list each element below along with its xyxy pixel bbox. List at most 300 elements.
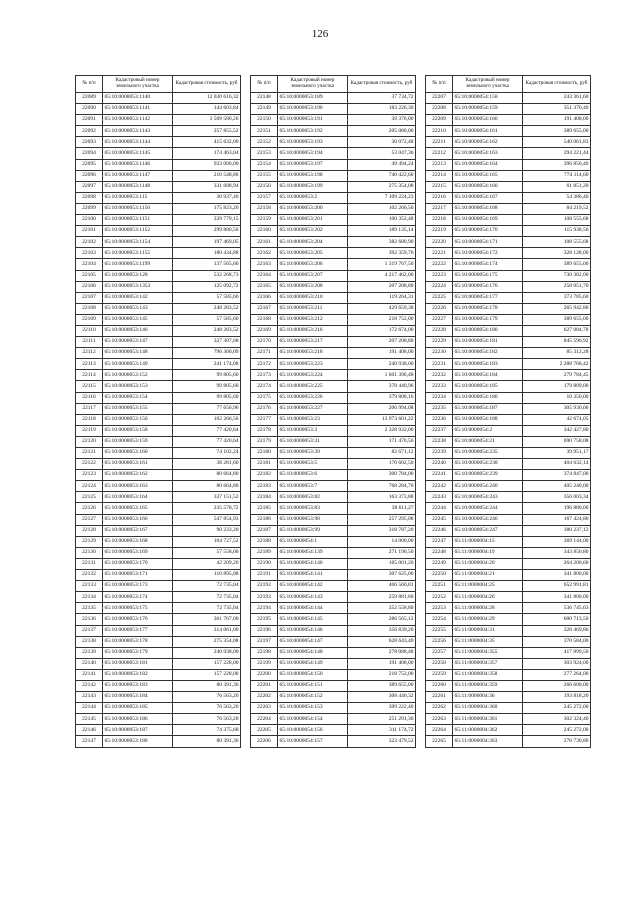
- cadastral-number: 65:10:0000054:21: [453, 436, 523, 447]
- cadastral-number: 65:10:0000053:1147: [103, 170, 173, 181]
- cadastral-number: 65:10:0000053:182: [103, 669, 173, 680]
- cadastral-number: 65:10:0000053:153: [103, 381, 173, 392]
- cadastral-number: 65:10:0000053:177: [103, 625, 173, 636]
- row-number: 22139: [76, 647, 103, 658]
- table-row: [76, 514, 241, 525]
- cadastral-number: 65:11:0000004:26: [453, 592, 523, 603]
- cadastral-number: 65:10:0000053:158: [103, 425, 173, 436]
- cadastral-value: 276 730,80: [523, 736, 591, 747]
- cadastral-value: 76 563,20: [173, 703, 241, 714]
- cadastral-value: 933 000,00: [173, 159, 241, 170]
- row-number: 22200: [251, 669, 278, 680]
- table-row: [426, 425, 591, 436]
- row-number: 22097: [76, 181, 103, 192]
- cadastral-value: 768 284,70: [348, 481, 416, 492]
- cadastral-number: 65:10:0000054:168: [453, 203, 523, 214]
- table-row: [76, 270, 241, 281]
- row-number: 22156: [251, 181, 278, 192]
- row-number: 22243: [426, 492, 453, 503]
- cadastral-number: 65:10:0000053:1152: [103, 226, 173, 237]
- cadastral-value: 102 266,56: [173, 414, 241, 425]
- row-number: 22216: [426, 192, 453, 203]
- cadastral-number: 65:10:0000053:99: [278, 525, 348, 536]
- cadastral-number: 65:10:0000054:161: [453, 126, 523, 137]
- table-row: [251, 592, 416, 603]
- cadastral-number: 65:11:0000004:358: [453, 669, 523, 680]
- table-row: [76, 725, 241, 736]
- table-row: [76, 93, 241, 104]
- table-row: [426, 359, 591, 370]
- cadastral-value: 343 850,80: [523, 547, 591, 558]
- table-row: [251, 93, 416, 104]
- table-row: [251, 470, 416, 481]
- cadastral-number: 65:11:0000004:19: [453, 547, 523, 558]
- cadastral-value: 337 151,52: [173, 492, 241, 503]
- table-row: [251, 459, 416, 470]
- cadastral-value: 690 758,08: [523, 436, 591, 447]
- cadastral-value: 248 283,52: [173, 303, 241, 314]
- cadastral-value: 42 209,20: [173, 558, 241, 569]
- cadastral-value: 406 560,81: [348, 581, 416, 592]
- table-row: [426, 403, 591, 414]
- row-number: 22162: [251, 248, 278, 259]
- table-row: [251, 436, 416, 447]
- cadastral-number: 65:10:0000053:227: [278, 403, 348, 414]
- cadastral-number: 65:10:0000053:2: [278, 192, 348, 203]
- cadastral-number: 65:10:0000053:212: [278, 314, 348, 325]
- cadastral-value: 258 051,70: [523, 281, 591, 292]
- cadastral-number: 65:10:0000054:239: [453, 470, 523, 481]
- cadastral-value: 39 376,00: [348, 115, 416, 126]
- cadastral-number: 65:10:0000053:199: [278, 181, 348, 192]
- cadastral-value: 248 283,52: [173, 325, 241, 336]
- cadastral-value: 532 268,73: [173, 270, 241, 281]
- table-row: [251, 115, 416, 126]
- cadastral-number: 65:10:0000053:142: [103, 292, 173, 303]
- table-row: [251, 359, 416, 370]
- table-row: [76, 603, 241, 614]
- row-number: 22257: [426, 647, 453, 658]
- cadastral-value: 100 352,48: [348, 215, 416, 226]
- cadastral-value: 429 659,38: [348, 303, 416, 314]
- cadastral-number: 65:10:0000053:166: [103, 514, 173, 525]
- cadastral-value: 108 555,68: [523, 237, 591, 248]
- row-number: 22166: [251, 292, 278, 303]
- cadastral-value: 207 208,80: [348, 337, 416, 348]
- row-number: 22093: [76, 137, 103, 148]
- cadastral-number: 65:11:0000004:31: [453, 625, 523, 636]
- row-number: 22193: [251, 592, 278, 603]
- row-number: 22170: [251, 337, 278, 348]
- row-number: 22249: [426, 558, 453, 569]
- table-row: [251, 703, 416, 714]
- table-row: [76, 714, 241, 725]
- cadastral-number: 65:10:0000053:187: [103, 725, 173, 736]
- cadastral-number: 65:10:0000054:183: [453, 359, 523, 370]
- table-row: [251, 203, 416, 214]
- table-row: [251, 381, 416, 392]
- cadastral-value: 119 264,31: [348, 292, 416, 303]
- cadastral-value: 80 391,36: [173, 680, 241, 691]
- cadastral-value: 396 850,40: [523, 159, 591, 170]
- row-number: 22152: [251, 137, 278, 148]
- row-number: 22191: [251, 570, 278, 581]
- row-number: 22229: [426, 337, 453, 348]
- table-row: [426, 436, 591, 447]
- table-row: [426, 736, 591, 747]
- cadastral-value: 265 942,88: [523, 303, 591, 314]
- cadastral-value: 339 779,15: [173, 215, 241, 226]
- row-number: 22215: [426, 181, 453, 192]
- row-number: 22102: [76, 237, 103, 248]
- row-number: 22124: [76, 481, 103, 492]
- cadastral-value: 170 602,50: [348, 459, 416, 470]
- table-row: [426, 525, 591, 536]
- row-number: 22187: [251, 525, 278, 536]
- table-row: [426, 237, 591, 248]
- cadastral-value: 370 584,00: [523, 636, 591, 647]
- cadastral-value: 30 937,40: [173, 192, 241, 203]
- cadastral-number: 65:10:0000053:193: [278, 137, 348, 148]
- cadastral-number: 65:10:0000053:5: [278, 459, 348, 470]
- cadastral-number: 65:10:0000053:1146: [103, 159, 173, 170]
- row-number: 22146: [76, 725, 103, 736]
- cadastral-number: 65:10:0000053:184: [103, 692, 173, 703]
- row-number: 22262: [426, 703, 453, 714]
- cadastral-value: 243 361,60: [523, 93, 591, 104]
- cadastral-value: 361 767,00: [173, 614, 241, 625]
- table-row: [426, 104, 591, 115]
- table-header-row: [76, 76, 241, 93]
- cadastral-number: 65:10:0000053:152: [103, 370, 173, 381]
- cadastral-number: 65:10:0000053:174: [103, 592, 173, 603]
- row-number: 22142: [76, 680, 103, 691]
- row-number: 22090: [76, 104, 103, 115]
- table-row: [76, 348, 241, 359]
- row-number: 22211: [426, 137, 453, 148]
- row-number: 22240: [426, 459, 453, 470]
- row-number: 22094: [76, 148, 103, 159]
- cadastral-number: 65:10:0000054:143: [278, 592, 348, 603]
- table-row: [251, 503, 416, 514]
- row-number: 22123: [76, 470, 103, 481]
- header-cadastral-number: Кадастровый номер земельного участка: [453, 76, 523, 93]
- row-number: 22120: [76, 436, 103, 447]
- table-row: [426, 492, 591, 503]
- table-row: [251, 104, 416, 115]
- cadastral-value: 2 328 932,00: [348, 425, 416, 436]
- cadastral-number: 65:10:0000053:165: [103, 503, 173, 514]
- row-number: 22157: [251, 192, 278, 203]
- row-number: 22149: [251, 104, 278, 115]
- cadastral-value: 191 408,00: [348, 658, 416, 669]
- row-number: 22172: [251, 359, 278, 370]
- cadastral-number: 65:10:0000053:185: [103, 703, 173, 714]
- cadastral-value: 172 674,00: [348, 325, 416, 336]
- table-row: [426, 181, 591, 192]
- row-number: 22179: [251, 436, 278, 447]
- table-row: [426, 148, 591, 159]
- cadastral-number: 65:10:0000053:198: [278, 170, 348, 181]
- table-header-row: [426, 76, 591, 93]
- cadastral-value: 12 030 616,32: [173, 93, 241, 104]
- table-row: [251, 392, 416, 403]
- table-row: [251, 425, 416, 436]
- cadastral-value: 74 102,24: [173, 448, 241, 459]
- row-number: 22098: [76, 192, 103, 203]
- cadastral-number: 65:10:0000053:175: [103, 603, 173, 614]
- table-row: [251, 348, 416, 359]
- table-row: [76, 525, 241, 536]
- cadastral-number: 65:10:0000053:192: [278, 126, 348, 137]
- table-row: [251, 303, 416, 314]
- cadastral-number: 65:10:0000053:189: [278, 93, 348, 104]
- cadastral-value: 328 128,00: [523, 248, 591, 259]
- row-number: 22195: [251, 614, 278, 625]
- header-cadastral-value: Кадастровая стоимость, руб: [173, 76, 241, 93]
- table-row: [76, 736, 241, 747]
- cadastral-number: 65:10:0000054:172: [453, 248, 523, 259]
- table-row: [251, 614, 416, 625]
- cadastral-number: 65:10:0000053:186: [103, 714, 173, 725]
- row-number: 22103: [76, 248, 103, 259]
- table-row: [426, 647, 591, 658]
- cadastral-value: 193 818,20: [523, 692, 591, 703]
- cadastral-number: 65:10:0000053:145: [103, 314, 173, 325]
- cadastral-number: 65:10:0000053:1142: [103, 115, 173, 126]
- row-number: 22251: [426, 581, 453, 592]
- table-row: [426, 203, 591, 214]
- table-row: [76, 148, 241, 159]
- row-number: 22230: [426, 348, 453, 359]
- cadastral-value: 42 674,05: [523, 414, 591, 425]
- cadastral-value: 382 680,90: [348, 237, 416, 248]
- table-row: [426, 714, 591, 725]
- cadastral-number: 65:10:0000054:188: [453, 414, 523, 425]
- row-number: 22247: [426, 536, 453, 547]
- cadastral-number: 65:11:0000004:359: [453, 680, 523, 691]
- cadastral-value: 38 281,60: [173, 459, 241, 470]
- cadastral-value: 10 350,00: [523, 392, 591, 403]
- table-row: [76, 237, 241, 248]
- cadastral-value: 294 221,44: [523, 148, 591, 159]
- row-number: 22155: [251, 170, 278, 181]
- row-number: 22150: [251, 115, 278, 126]
- cadastral-number: 65:10:0000054:163: [453, 148, 523, 159]
- cadastral-value: 245 272,00: [523, 725, 591, 736]
- cadastral-value: 259 881,60: [348, 592, 416, 603]
- cadastral-number: 65:10:0000053:173: [103, 581, 173, 592]
- cadastral-number: 65:10:0000053:178: [103, 636, 173, 647]
- cadastral-value: 627 084,78: [523, 325, 591, 336]
- cadastral-number: 65:10:0000054:171: [453, 237, 523, 248]
- cadastral-number: 65:10:0000053:154: [103, 392, 173, 403]
- cadastral-value: 76 563,20: [173, 692, 241, 703]
- cadastral-value: 197 469,05: [173, 237, 241, 248]
- table-row: [426, 669, 591, 680]
- cadastral-value: 341 800,00: [523, 570, 591, 581]
- row-number: 22110: [76, 325, 103, 336]
- cadastral-value: 300 784,00: [348, 470, 416, 481]
- cadastral-number: 65:10:0000054:243: [453, 492, 523, 503]
- row-number: 22205: [251, 725, 278, 736]
- row-number: 22198: [251, 647, 278, 658]
- row-number: 22201: [251, 680, 278, 691]
- cadastral-number: 65:10:0000053:82: [278, 492, 348, 503]
- row-number: 22128: [76, 525, 103, 536]
- cadastral-number: 65:10:0000053:206: [278, 259, 348, 270]
- cadastral-number: 65:10:0000053:176: [103, 614, 173, 625]
- row-number: 22265: [426, 736, 453, 747]
- cadastral-number: 65:10:0000053:1143: [103, 126, 173, 137]
- cadastral-value: 74 375,68: [173, 725, 241, 736]
- cadastral-value: 257 855,52: [173, 126, 241, 137]
- cadastral-value: 3 509 580,26: [173, 115, 241, 126]
- row-number: 22202: [251, 692, 278, 703]
- cadastral-number: 65:10:0000053:31: [278, 436, 348, 447]
- row-number: 22108: [76, 303, 103, 314]
- row-number: 22182: [251, 470, 278, 481]
- row-number: 22235: [426, 403, 453, 414]
- cadastral-value: 311 174,72: [348, 725, 416, 736]
- row-number: 22159: [251, 215, 278, 226]
- row-number: 22168: [251, 314, 278, 325]
- row-number: 22181: [251, 459, 278, 470]
- cadastral-value: 174 463,04: [173, 148, 241, 159]
- cadastral-value: 191 408,00: [348, 348, 416, 359]
- row-number: 22092: [76, 126, 103, 137]
- cadastral-number: 65:10:0000054:185: [453, 381, 523, 392]
- header-number: № п/п: [426, 76, 453, 93]
- row-number: 22226: [426, 303, 453, 314]
- table-row: [251, 647, 416, 658]
- cadastral-value: 257 295,08: [348, 514, 416, 525]
- cadastral-number: 65:10:0000054:166: [453, 181, 523, 192]
- cadastral-value: 99 805,60: [173, 370, 241, 381]
- cadastral-number: 65:10:0000054:1: [278, 536, 348, 547]
- cadastral-number: 65:10:0000053:200: [278, 203, 348, 214]
- cadastral-number: 65:10:0000053:39: [278, 448, 348, 459]
- table-row: [426, 703, 591, 714]
- table-row: [426, 603, 591, 614]
- cadastral-value: 352 558,80: [348, 603, 416, 614]
- table-row: [251, 126, 416, 137]
- cadastral-value: 399 222,40: [348, 703, 416, 714]
- row-number: 22264: [426, 725, 453, 736]
- cadastral-value: 165 001,20: [348, 558, 416, 569]
- cadastral-value: 80 664,80: [173, 470, 241, 481]
- cadastral-number: 65:10:0000053:1154: [103, 237, 173, 248]
- cadastral-value: 205 080,00: [348, 126, 416, 137]
- cadastral-value: 299 880,56: [173, 226, 241, 237]
- table-row: [251, 192, 416, 203]
- row-number: 22186: [251, 514, 278, 525]
- table-row: [76, 203, 241, 214]
- cadastral-value: 57 585,60: [173, 314, 241, 325]
- cadastral-value: 241 174,08: [173, 359, 241, 370]
- row-number: 22184: [251, 492, 278, 503]
- table-row: [426, 625, 591, 636]
- cadastral-value: 373 785,60: [523, 292, 591, 303]
- cadastral-value: 278 088,48: [348, 647, 416, 658]
- cadastral-value: 102 266,56: [348, 203, 416, 214]
- row-number: 22203: [251, 703, 278, 714]
- cadastral-number: 65:11:0000004:15: [453, 536, 523, 547]
- cadastral-value: 137 565,60: [173, 259, 241, 270]
- table-row: [426, 93, 591, 104]
- cadastral-number: 65:10:0000053:149: [103, 359, 173, 370]
- cadastral-value: 277 264,00: [523, 669, 591, 680]
- table-row: [251, 148, 416, 159]
- table-row: [76, 459, 241, 470]
- row-number: 22161: [251, 237, 278, 248]
- cadastral-number: 65:11:0000004:29: [453, 614, 523, 625]
- cadastral-number: 65:10:0000054:170: [453, 226, 523, 237]
- table-row: [76, 492, 241, 503]
- table-row: [426, 614, 591, 625]
- table-row: [426, 592, 591, 603]
- cadastral-number: 65:10:0000053:1148: [103, 181, 173, 192]
- cadastral-value: 171 470,56: [348, 436, 416, 447]
- table-row: [426, 337, 591, 348]
- cadastral-number: 65:10:0000053:210: [278, 292, 348, 303]
- row-number: 22144: [76, 703, 103, 714]
- cadastral-number: 65:10:0000053:1140: [103, 93, 173, 104]
- cadastral-value: 218 752,00: [348, 314, 416, 325]
- table-row: [76, 159, 241, 170]
- cadastral-value: 99 805,60: [173, 392, 241, 403]
- row-number: 22171: [251, 348, 278, 359]
- cadastral-number: 65:10:0000053:167: [103, 525, 173, 536]
- cadastral-number: 65:11:0000004:360: [453, 703, 523, 714]
- row-number: 22113: [76, 359, 103, 370]
- row-number: 22196: [251, 625, 278, 636]
- table-row: [251, 292, 416, 303]
- cadastral-number: 65:10:0000053:1353: [103, 281, 173, 292]
- cadastral-number: 65:10:0000054:162: [453, 137, 523, 148]
- cadastral-value: 740 422,60: [348, 170, 416, 181]
- row-number: 22220: [426, 237, 453, 248]
- cadastral-value: 77 420,64: [173, 425, 241, 436]
- cadastral-number: 65:10:0000053:98: [278, 514, 348, 525]
- cadastral-number: 65:10:0000054:149: [278, 658, 348, 669]
- table-row: [426, 192, 591, 203]
- row-number: 22115: [76, 381, 103, 392]
- row-number: 22192: [251, 581, 278, 592]
- cadastral-value: 115 938,56: [523, 226, 591, 237]
- cadastral-value: 286 565,12: [348, 614, 416, 625]
- table-row: [76, 558, 241, 569]
- cadastral-value: 536 745,63: [523, 603, 591, 614]
- row-number: 22224: [426, 281, 453, 292]
- table-row: [251, 281, 416, 292]
- row-number: 22135: [76, 603, 103, 614]
- table-row: [426, 115, 591, 126]
- row-number: 22188: [251, 536, 278, 547]
- row-number: 22221: [426, 248, 453, 259]
- table-row: [76, 303, 241, 314]
- cadastral-value: 175 823,20: [173, 203, 241, 214]
- cadastral-number: 65:10:0000053:23: [278, 414, 348, 425]
- row-number: 22138: [76, 636, 103, 647]
- cadastral-value: 404 632,14: [523, 459, 591, 470]
- cadastral-value: 796 300,09: [173, 348, 241, 359]
- table-row: [251, 159, 416, 170]
- row-number: 22183: [251, 481, 278, 492]
- cadastral-value: 84 219,52: [523, 203, 591, 214]
- cadastral-number: 65:11:0000004:25: [453, 581, 523, 592]
- table-row: [76, 281, 241, 292]
